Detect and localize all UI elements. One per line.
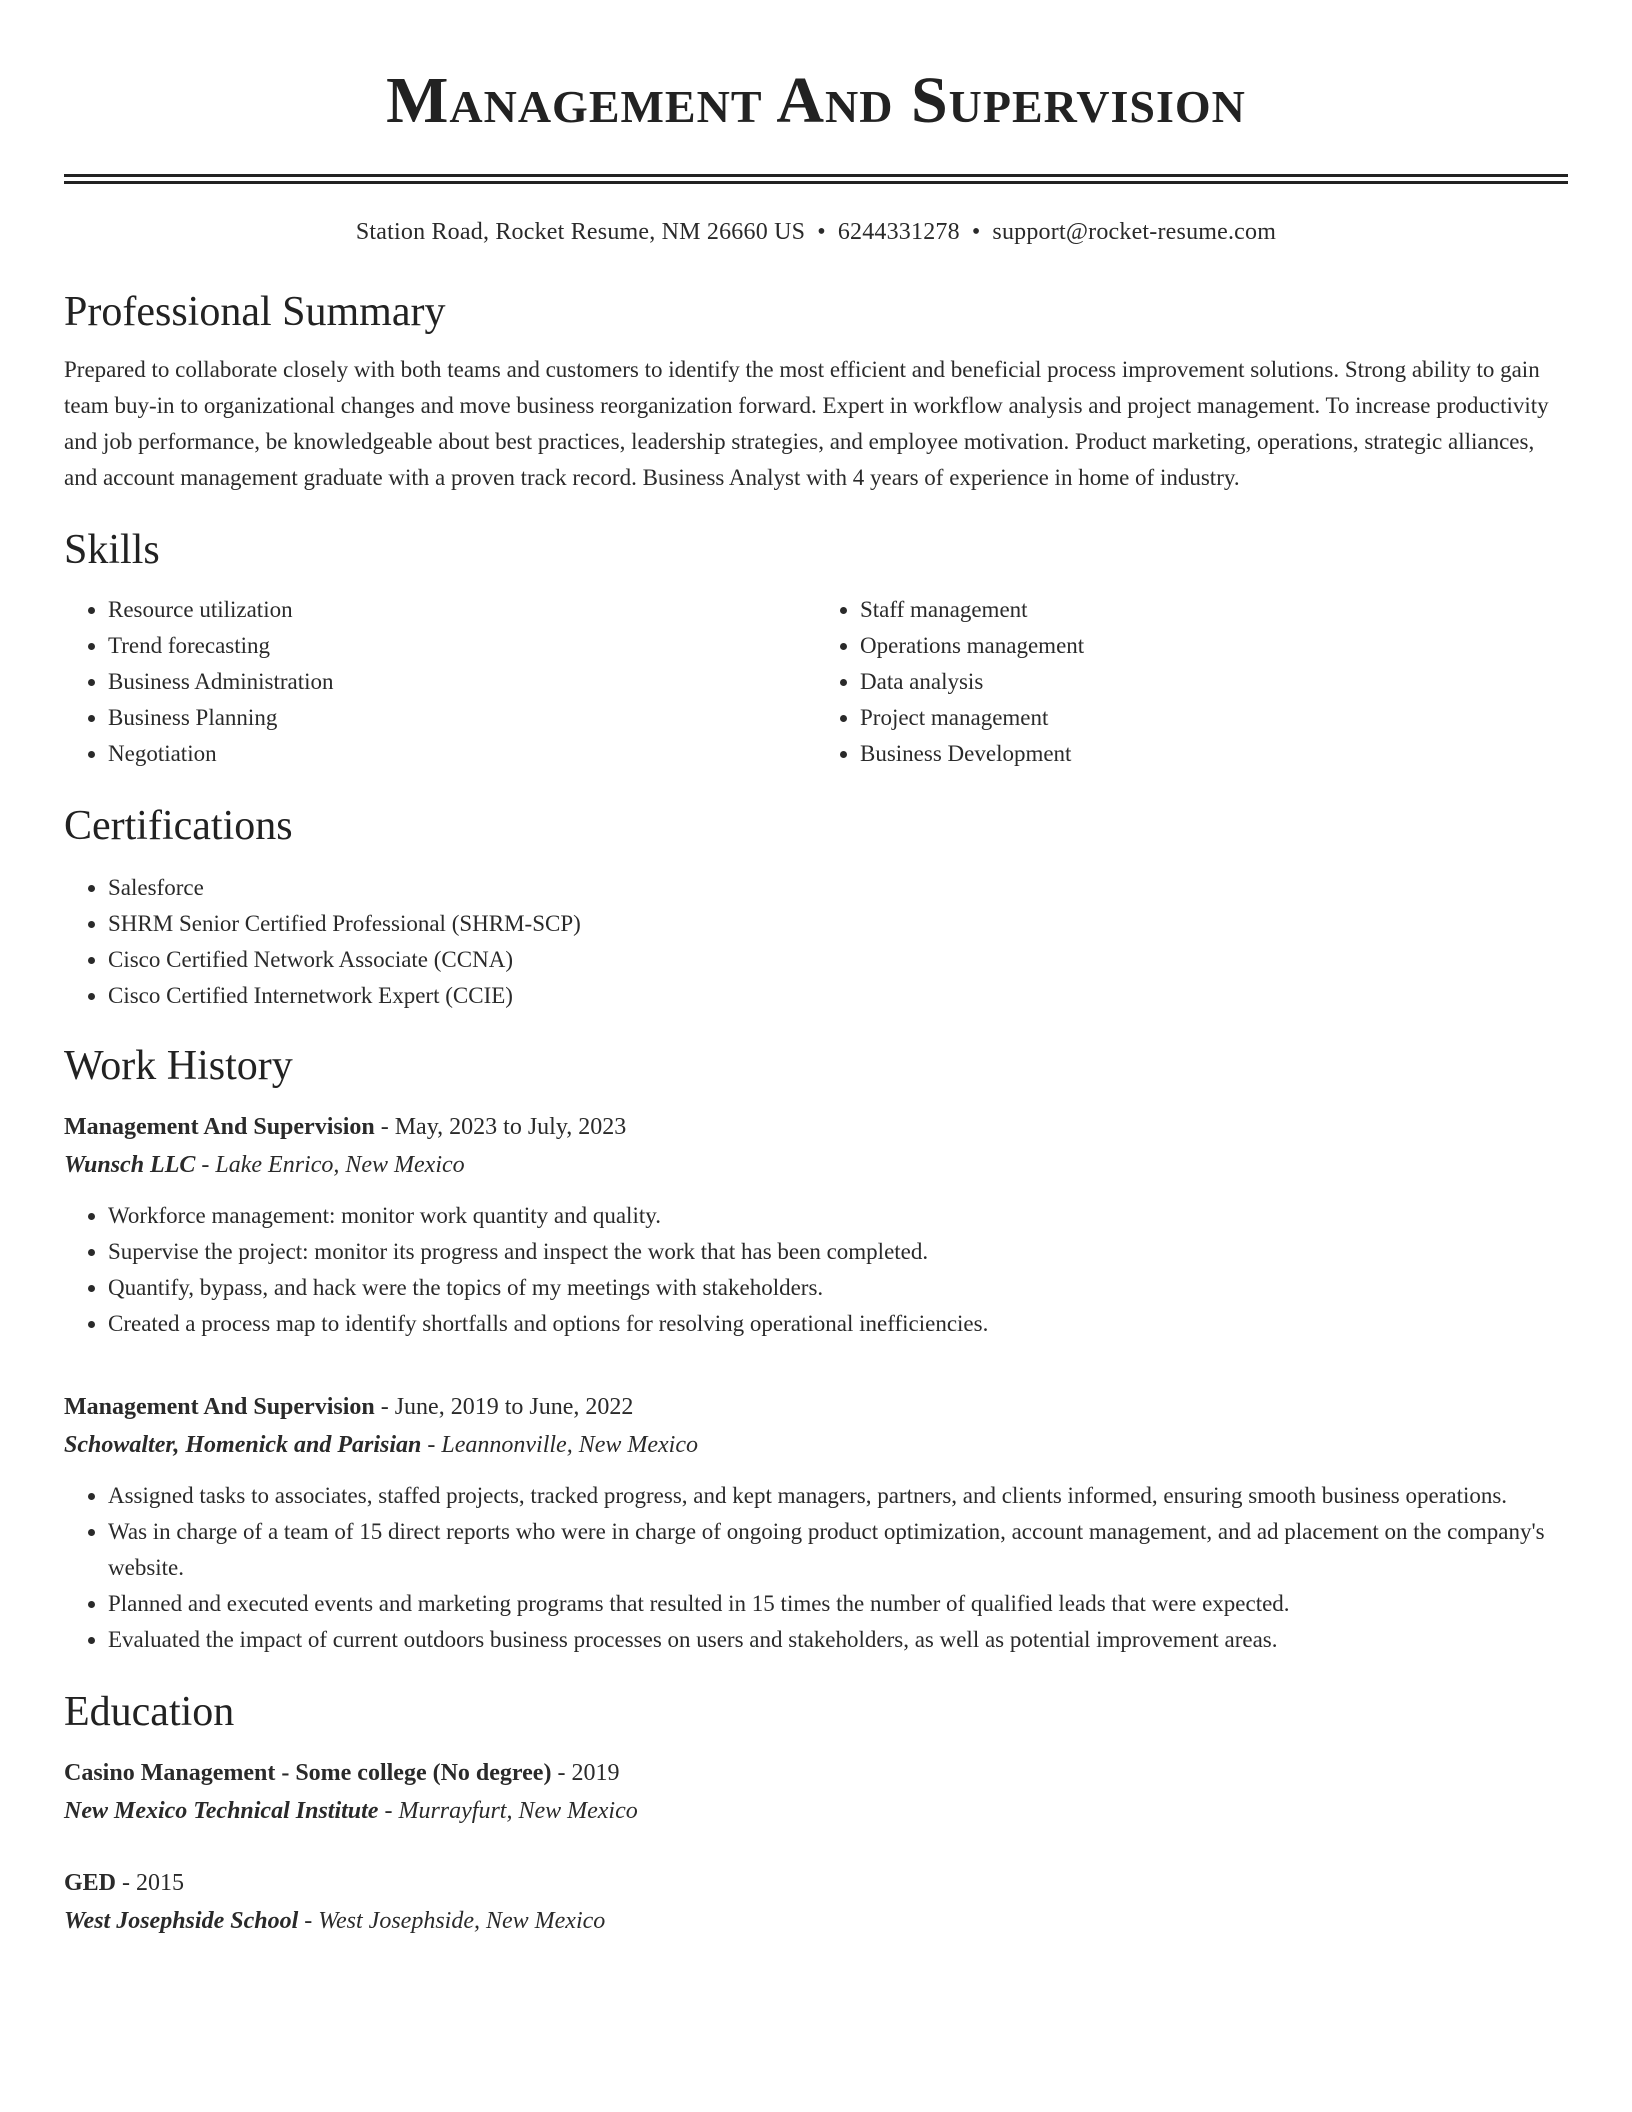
work-history-section [64, 1038, 1568, 1658]
job-bullet: • Supervise the project: monitor its progress and inspect the work that has been completed. [108, 1234, 1568, 1270]
education-degree-line [64, 1754, 1568, 1792]
skill-item: • Operations management [860, 628, 1568, 664]
job-company: Schowalter, Homenick and Parisian [64, 1432, 422, 1458]
job-location: - Leannonville, New Mexico [421, 1432, 698, 1458]
job-bullets [64, 1198, 1568, 1342]
skill-item: • Business Development [860, 736, 1568, 772]
skills-section [64, 522, 1568, 772]
skills-heading: Skills [64, 527, 160, 573]
job-company-line [64, 1146, 1568, 1184]
job-dates: - June, 2019 to June, 2022 [374, 1394, 634, 1420]
contact-line [64, 216, 1568, 248]
education-heading: Education [64, 1689, 235, 1735]
certification-item: • Salesforce [108, 870, 1568, 906]
job-title-line [64, 1108, 1568, 1146]
job-company-line [64, 1426, 1568, 1464]
education-location: - Murrayfurt, New Mexico [378, 1798, 638, 1824]
header-double-rule [64, 174, 1568, 184]
contact-email: support@rocket-resume.com [992, 219, 1277, 245]
certifications-heading: Certifications [64, 803, 293, 849]
contact-address: Station Road, Rocket Resume, NM 26660 US [355, 219, 806, 245]
summary-text: Prepared to collaborate closely with both teams and customers to identify the most efficient and beneficial process improvement solutions. Strong ability to gain team buy-in to organizational changes and move business reorganization forward. Expert in workflow analysis and project management. To increase productivity and job performance, be knowledgeable about best practices, leadership strategies, and employee motivation. Product marketing, operations, strategic alliances, and account management graduate with a proven track record. Business Analyst with 4 years of experience in home of industry. [64, 357, 1549, 490]
certification-item: • Cisco Certified Network Associate (CCNA) [108, 942, 1568, 978]
education-degree-line [64, 1864, 1568, 1902]
education-degree: Casino Management - Some college (No degree) [64, 1760, 552, 1786]
skills-columns [64, 592, 1568, 772]
skills-list-left [64, 592, 816, 772]
skill-item: • Trend forecasting [108, 628, 816, 664]
job-bullets [64, 1478, 1568, 1658]
contact-separator: • [817, 219, 826, 245]
skill-item: • Business Planning [108, 700, 816, 736]
job-bullet: • Was in charge of a team of 15 direct reports who were in charge of ongoing product optimization, account management, and ad placement on the company's website. [108, 1514, 1568, 1586]
job-bullet: • Created a process map to identify shortfalls and options for resolving operational inefficiencies. [108, 1306, 1568, 1342]
education-school: West Josephside School [64, 1908, 299, 1934]
skill-item: • Business Administration [108, 664, 816, 700]
skill-item: • Resource utilization [108, 592, 816, 628]
candidate-name: Management And Supervision [386, 64, 1246, 137]
job-title-line [64, 1388, 1568, 1426]
skill-item: • Data analysis [860, 664, 1568, 700]
certification-item: • SHRM Senior Certified Professional (SHRM-SCP) [108, 906, 1568, 942]
education-location: - West Josephside, New Mexico [298, 1908, 606, 1934]
education-school-line [64, 1902, 1568, 1940]
job-title: Management And Supervision [64, 1394, 375, 1420]
education-year: - 2015 [116, 1870, 185, 1896]
contact-phone: 6244331278 [837, 219, 960, 245]
job-company: Wunsch LLC [64, 1152, 196, 1178]
certifications-section [64, 798, 1568, 1014]
job-bullet: • Evaluated the impact of current outdoors business processes on users and stakeholders, as well as potential improvement areas. [108, 1622, 1568, 1658]
summary-section [64, 284, 1568, 496]
education-entry [64, 1754, 1568, 1830]
education-entry [64, 1864, 1568, 1940]
job-bullet: • Workforce management: monitor work quantity and quality. [108, 1198, 1568, 1234]
job-entry [64, 1108, 1568, 1342]
education-section [64, 1684, 1568, 1940]
job-dates: - May, 2023 to July, 2023 [374, 1114, 627, 1140]
skill-item: • Project management [860, 700, 1568, 736]
summary-heading: Professional Summary [64, 289, 446, 335]
education-degree: GED [64, 1870, 117, 1896]
job-bullet: • Quantify, bypass, and hack were the topics of my meetings with stakeholders. [108, 1270, 1568, 1306]
certifications-list [64, 870, 1568, 1014]
skill-item: • Negotiation [108, 736, 816, 772]
skills-list-right [816, 592, 1568, 772]
education-school: New Mexico Technical Institute [64, 1798, 379, 1824]
education-year: - 2019 [551, 1760, 620, 1786]
job-bullet: • Planned and executed events and marketing programs that resulted in 15 times the number of qualified leads that were expected. [108, 1586, 1568, 1622]
job-title: Management And Supervision [64, 1114, 375, 1140]
education-school-line [64, 1792, 1568, 1830]
certification-item: • Cisco Certified Internetwork Expert (CCIE) [108, 978, 1568, 1014]
job-location: - Lake Enrico, New Mexico [195, 1152, 465, 1178]
work-history-heading: Work History [64, 1043, 293, 1089]
job-entry [64, 1388, 1568, 1658]
skill-item: • Staff management [860, 592, 1568, 628]
contact-separator: • [971, 219, 981, 245]
job-bullet: • Assigned tasks to associates, staffed projects, tracked progress, and kept managers, partners, and clients informed, ensuring smooth business operations. [108, 1478, 1568, 1514]
